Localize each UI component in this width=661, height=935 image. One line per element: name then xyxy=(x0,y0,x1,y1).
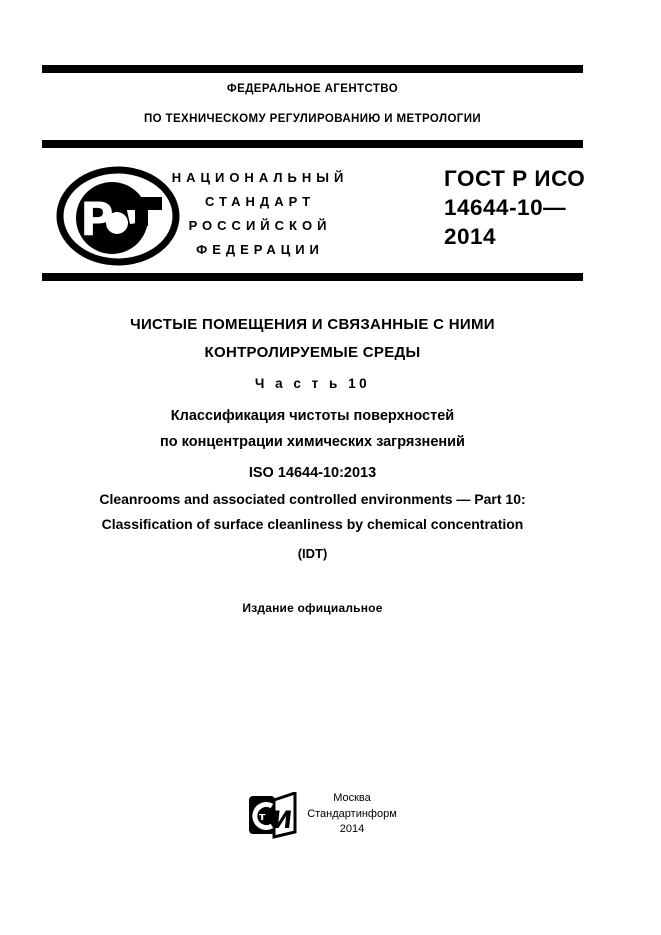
top-rule xyxy=(42,65,583,73)
title-en-line1: Cleanrooms and associated controlled environments — Part 10: xyxy=(99,491,526,507)
org-line: СТАНДАРТ xyxy=(204,194,316,209)
title-ru-line1: ЧИСТЫЕ ПОМЕЩЕНИЯ И СВЯЗАННЫЕ С НИМИ xyxy=(130,316,495,333)
org-line: РОССИЙСКОЙ xyxy=(188,218,332,233)
svg-text:т: т xyxy=(259,810,266,823)
imprint-publisher: Стандартинформ xyxy=(307,807,397,820)
org-line: ФЕДЕРАЦИИ xyxy=(196,242,324,257)
subtitle-ru-line1: Классификация чистоты поверхностей xyxy=(170,408,455,424)
title-en-line2: Classification of surface cleanliness by chemical concentration xyxy=(101,516,524,532)
imprint-block xyxy=(287,791,417,838)
designation-line: 2014 xyxy=(444,224,497,249)
designation-line: ГОСТ Р ИСО xyxy=(444,166,586,191)
title-ru-line2: КОНТРОЛИРУЕМЫЕ СРЕДЫ xyxy=(204,344,421,361)
part-label: Ч а с т ь 10 xyxy=(254,376,371,391)
agency-name-line1: ФЕДЕРАЛЬНОЕ АГЕНТСТВО xyxy=(226,83,399,95)
svg-text:Р: Р xyxy=(80,192,114,246)
agency-name-line2: ПО ТЕХНИЧЕСКОМУ РЕГУЛИРОВАНИЮ И МЕТРОЛОГИИ xyxy=(143,113,482,125)
header-rule xyxy=(42,140,583,148)
iso-reference: ISO 14644-10:2013 xyxy=(248,465,377,481)
imprint-city: Москва xyxy=(333,792,371,804)
idt-note: (IDT) xyxy=(297,546,328,561)
org-line: НАЦИОНАЛЬНЫЙ xyxy=(171,170,349,185)
subtitle-ru-line2: по концентрации химических загрязнений xyxy=(160,434,465,450)
svg-text:И: И xyxy=(270,806,294,834)
designation-rule xyxy=(42,273,583,281)
edition-note: Издание официальное xyxy=(242,601,383,615)
imprint-year: 2014 xyxy=(339,823,365,835)
designation-line: 14644-10— xyxy=(444,195,567,220)
national-standard-label xyxy=(150,166,370,262)
standard-designation xyxy=(444,164,585,251)
